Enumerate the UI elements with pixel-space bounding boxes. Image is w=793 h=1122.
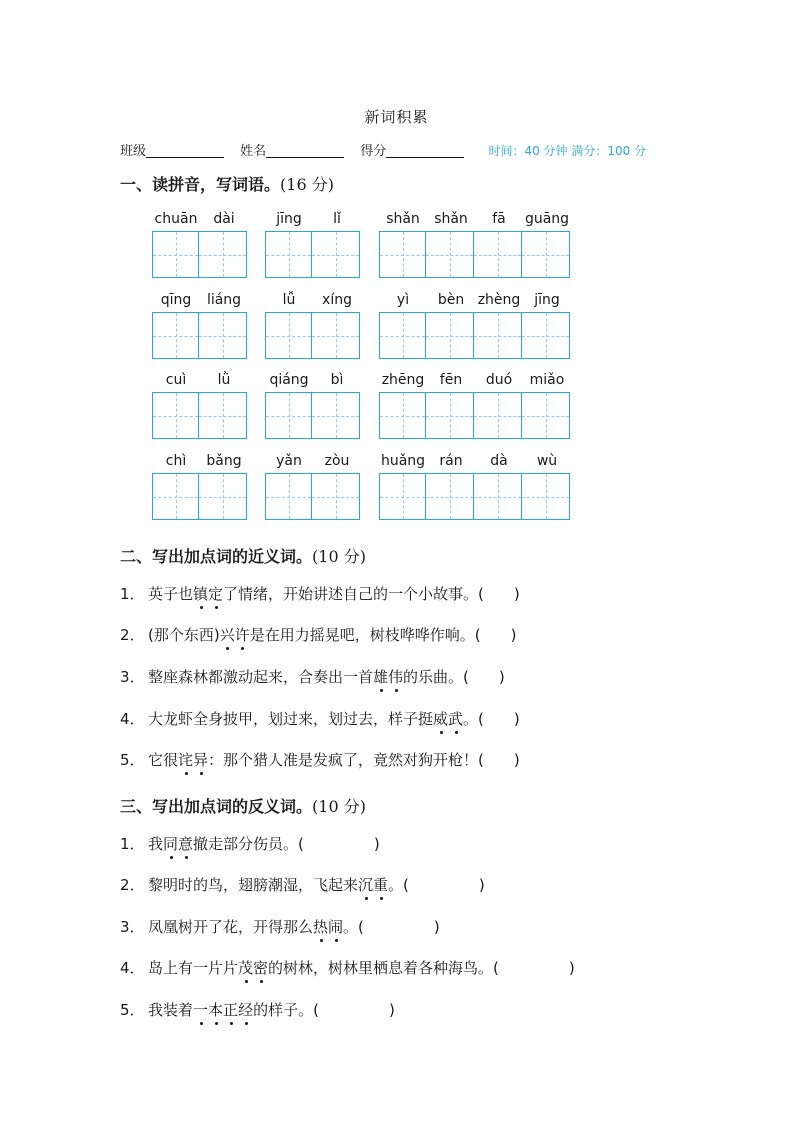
tianzige-cell[interactable] [474, 231, 522, 278]
name-blank[interactable] [266, 142, 344, 158]
question-item [120, 957, 575, 978]
question-number: 2． [120, 626, 145, 644]
class-blank[interactable] [146, 142, 224, 158]
dotted-char: 定 [208, 585, 224, 603]
tianzige-cell[interactable] [522, 231, 570, 278]
tianzige-cell[interactable] [265, 392, 312, 439]
question-text-pre: 黎明时的鸟，翅膀潮湿，飞起来 [148, 876, 359, 894]
dotted-char: 热 [313, 918, 329, 936]
section3-heading-text: 三、写出加点词的反义词。 [120, 797, 313, 816]
question-number: 1． [120, 835, 145, 853]
tianzige-cell[interactable] [199, 312, 247, 359]
question-item [120, 874, 485, 895]
dotted-char: 本 [208, 1001, 224, 1019]
question-text-post: 。( [343, 918, 364, 936]
question-text-post: 撤走部分伤员。( [193, 835, 304, 853]
question-text-post: 了情绪，开始讲述自己的一个小故事。( [223, 585, 484, 603]
dotted-char: 茂 [238, 959, 254, 977]
question-item [120, 833, 380, 854]
question-text-pre: 它很 [148, 751, 179, 769]
dotted-char: 雄 [373, 668, 389, 686]
pinyin-label: miǎo [529, 372, 565, 388]
tianzige-cell[interactable] [474, 473, 522, 520]
tianzige-cell[interactable] [312, 312, 360, 359]
class-label: 班级 [120, 144, 147, 159]
tianzige-group [265, 231, 360, 278]
tianzige-group [379, 473, 570, 520]
dotted-char: 沉 [358, 876, 374, 894]
tianzige-cell[interactable] [199, 392, 247, 439]
tianzige-cell[interactable] [312, 392, 360, 439]
tianzige-group [379, 312, 570, 359]
question-text-pre: 我 [148, 835, 164, 853]
question-number: 2． [120, 876, 145, 894]
question-number: 1． [120, 585, 145, 603]
dotted-char: 意 [178, 835, 194, 853]
tianzige-cell[interactable] [379, 312, 426, 359]
tianzige-cell[interactable] [426, 473, 474, 520]
question-item [120, 666, 505, 687]
pinyin-label: xíng [322, 292, 352, 308]
score-blank[interactable] [386, 142, 464, 158]
dotted-word [163, 835, 193, 853]
question-item [120, 624, 516, 645]
question-item [120, 708, 520, 729]
dotted-char: 闹 [328, 918, 344, 936]
question-text-pre: 我装着 [148, 1001, 194, 1019]
pinyin-label: huǎng [380, 453, 426, 469]
section2-heading [120, 544, 366, 567]
tianzige-cell[interactable] [199, 473, 247, 520]
section1-score: (16 分) [280, 175, 334, 194]
dotted-word [373, 668, 403, 686]
tianzige-cell[interactable] [199, 231, 247, 278]
section1-heading [120, 172, 334, 195]
question-close-paren: ) [433, 918, 440, 936]
question-number: 3． [120, 668, 145, 686]
dotted-char: 威 [433, 710, 449, 728]
dotted-word [178, 751, 208, 769]
dotted-word [313, 918, 343, 936]
question-text-pre: 整座森林都激动起来，合奏出一首 [148, 668, 374, 686]
dotted-char: 重 [373, 876, 389, 894]
section3-score: (10 分) [312, 797, 366, 816]
question-text-post: 。( [388, 876, 409, 894]
dotted-char: 一 [193, 1001, 209, 1019]
pinyin-label: duó [485, 372, 513, 388]
dotted-word [193, 585, 223, 603]
pinyin-label: guāng [524, 211, 570, 227]
tianzige-cell[interactable] [152, 231, 199, 278]
question-text-pre: 大龙虾全身披甲，划过来，划过去，样子挺 [148, 710, 434, 728]
question-close-paren: ) [478, 876, 485, 894]
tianzige-cell[interactable] [426, 231, 474, 278]
tianzige-group [379, 392, 570, 439]
pinyin-label: qiáng [269, 372, 309, 388]
question-text-pre: 岛上有一片片 [148, 959, 239, 977]
name-label: 姓名 [240, 144, 267, 159]
dotted-char: 经 [238, 1001, 254, 1019]
pinyin-label: fēn [439, 372, 463, 388]
pinyin-label: yì [396, 292, 410, 308]
tianzige-cell[interactable] [426, 312, 474, 359]
question-item [120, 749, 520, 770]
score-label: 得分 [360, 144, 387, 159]
tianzige-cell[interactable] [426, 392, 474, 439]
pinyin-label: fā [492, 211, 506, 227]
question-number: 5． [120, 1001, 145, 1019]
tianzige-group [152, 231, 247, 278]
tianzige-group [152, 392, 247, 439]
dotted-char: 许 [234, 626, 250, 644]
pinyin-label: bǎng [206, 453, 242, 469]
dotted-word [220, 626, 250, 644]
question-item [120, 999, 395, 1020]
question-close-paren: ) [510, 626, 517, 644]
tianzige-group [265, 312, 360, 359]
question-number: 5． [120, 751, 145, 769]
tianzige-group [379, 231, 570, 278]
pinyin-label: lǜ [217, 372, 231, 388]
question-text-pre: (那个东西) [148, 626, 220, 644]
question-close-paren: ) [513, 710, 520, 728]
question-close-paren: ) [513, 585, 520, 603]
question-item [120, 916, 440, 937]
pinyin-label: lǚ [282, 292, 296, 308]
tianzige-cell[interactable] [265, 312, 312, 359]
dotted-char: 同 [163, 835, 179, 853]
dotted-char: 诧 [178, 751, 194, 769]
pinyin-label: wù [536, 453, 558, 469]
pinyin-label: zhèng [477, 292, 521, 308]
question-close-paren: ) [373, 835, 380, 853]
tianzige-cell[interactable] [522, 312, 570, 359]
question-close-paren: ) [388, 1001, 395, 1019]
pinyin-label: bèn [437, 292, 465, 308]
tianzige-cell[interactable] [379, 473, 426, 520]
section2-score: (10 分) [312, 547, 366, 566]
dotted-char: 正 [223, 1001, 239, 1019]
section1-heading-text: 一、读拼音，写词语。 [120, 175, 281, 194]
question-number: 3． [120, 918, 145, 936]
tianzige-cell[interactable] [379, 231, 426, 278]
tianzige-cell[interactable] [474, 312, 522, 359]
pinyin-label: chì [165, 453, 187, 469]
tianzige-group [152, 473, 247, 520]
dotted-word [193, 1001, 253, 1019]
pinyin-label: qīng [160, 292, 192, 308]
tianzige-cell[interactable] [265, 231, 312, 278]
question-text-pre: 凤凰树开了花，开得那么 [148, 918, 314, 936]
tianzige-cell[interactable] [522, 473, 570, 520]
question-close-paren: ) [568, 959, 575, 977]
question-text-post: ：那个猎人准是发疯了，竟然对狗开枪！( [208, 751, 484, 769]
question-item [120, 583, 520, 604]
tianzige-cell[interactable] [152, 312, 199, 359]
tianzige-cell[interactable] [474, 392, 522, 439]
question-text-post: 。( [463, 710, 484, 728]
question-text-post: 是在用力摇晃吧，树枝哗哗作响。( [249, 626, 481, 644]
pinyin-label: yǎn [276, 453, 302, 469]
tianzige-cell[interactable] [312, 231, 360, 278]
time-info: 时间：40 分钟 满分：100 分 [488, 144, 647, 158]
question-number: 4． [120, 710, 145, 728]
tianzige-cell[interactable] [152, 392, 199, 439]
question-number: 4． [120, 959, 145, 977]
dotted-word [433, 710, 463, 728]
pinyin-label: cuì [165, 372, 187, 388]
pinyin-label: chuān [154, 211, 198, 227]
section2-heading-text: 二、写出加点词的近义词。 [120, 547, 313, 566]
pinyin-label: jīng [534, 292, 560, 308]
pinyin-label: liáng [206, 292, 242, 308]
tianzige-cell[interactable] [265, 473, 312, 520]
dotted-char: 兴 [219, 626, 235, 644]
dotted-char: 武 [448, 710, 464, 728]
dotted-word [358, 876, 388, 894]
question-text-post: 的样子。( [253, 1001, 319, 1019]
pinyin-label: rán [439, 453, 463, 469]
tianzige-cell[interactable] [522, 392, 570, 439]
info-row [120, 140, 646, 159]
dotted-char: 伟 [388, 668, 404, 686]
pinyin-label: zòu [324, 453, 350, 469]
question-close-paren: ) [498, 668, 505, 686]
question-text-post: 的树林，树林里栖息着各种海鸟。( [268, 959, 499, 977]
page-title: 新词积累 [364, 108, 429, 126]
dotted-char: 异 [193, 751, 209, 769]
pinyin-label: shǎn [434, 211, 468, 227]
tianzige-group [265, 392, 360, 439]
dotted-char: 密 [253, 959, 269, 977]
section3-heading [120, 794, 366, 817]
pinyin-label: shǎn [386, 211, 420, 227]
tianzige-cell[interactable] [152, 473, 199, 520]
question-close-paren: ) [513, 751, 520, 769]
tianzige-group [265, 473, 360, 520]
tianzige-cell[interactable] [379, 392, 426, 439]
pinyin-label: jīng [276, 211, 302, 227]
dotted-char: 镇 [193, 585, 209, 603]
tianzige-group [152, 312, 247, 359]
question-text-post: 的乐曲。( [403, 668, 469, 686]
question-text-pre: 英子也 [148, 585, 194, 603]
pinyin-label: lǐ [333, 211, 341, 227]
dotted-word [238, 959, 268, 977]
pinyin-label: dài [213, 211, 235, 227]
pinyin-label: bì [330, 372, 344, 388]
tianzige-cell[interactable] [312, 473, 360, 520]
pinyin-label: dà [490, 453, 508, 469]
pinyin-label: zhēng [381, 372, 425, 388]
